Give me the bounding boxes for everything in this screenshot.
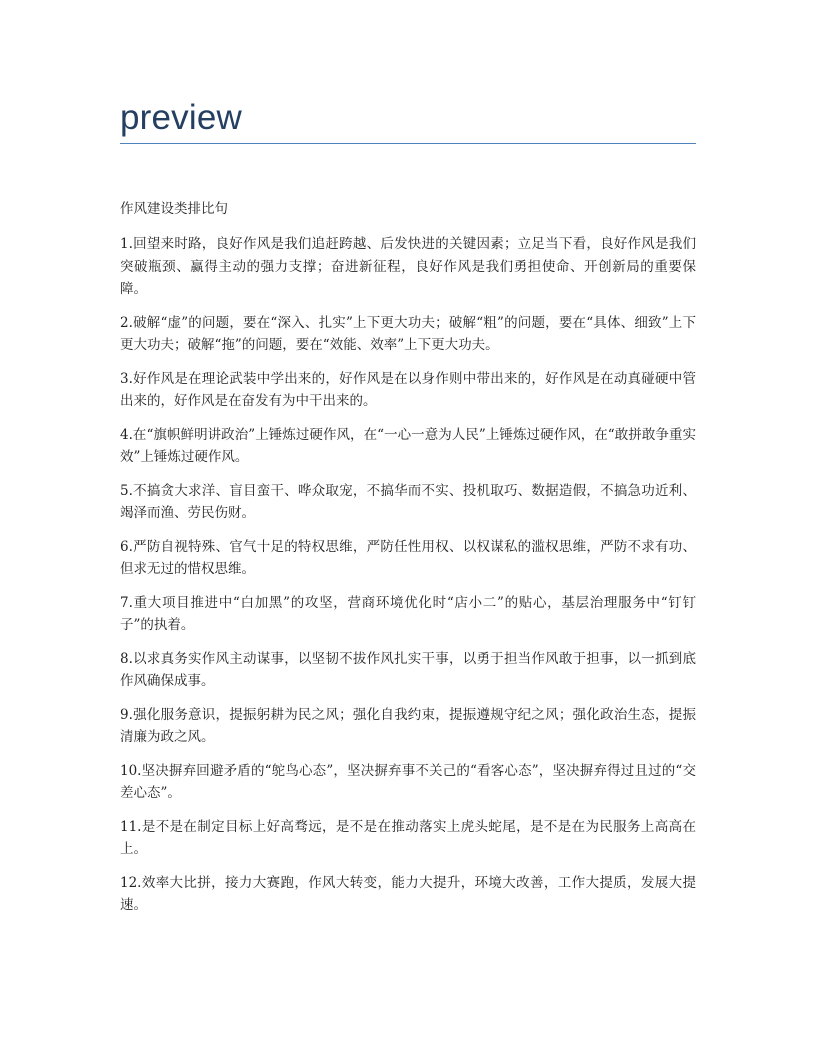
paragraph-8: 8.以求真务实作风主动谋事，以坚韧不拔作风扎实干事，以勇于担当作风敢于担事，以一抓到底作风确保成事。 bbox=[120, 650, 696, 689]
paragraph-5: 5.不搞贪大求洋、盲目蛮干、哗众取宠，不搞华而不实、投机取巧、数据造假，不搞急功近利、竭泽而渔、劳民伤财。 bbox=[120, 482, 696, 521]
paragraph-11: 11.是不是在制定目标上好高骛远，是不是在推动落实上虎头蛇尾，是不是在为民服务上高高在上。 bbox=[120, 818, 696, 857]
document-title: preview bbox=[120, 98, 243, 137]
paragraph-10: 10.坚决摒弃回避矛盾的“鸵鸟心态”，坚决摒弃事不关己的“看客心态”，坚决摒弃得过且过的“交差心态”。 bbox=[120, 762, 696, 801]
paragraph-1: 1.回望来时路，良好作风是我们追赶跨越、后发快进的关键因素；立足当下看，良好作风是我们突破瓶颈、赢得主动的强力支撑；奋进新征程，良好作风是我们勇担使命、开创新局的重要保障。 bbox=[120, 236, 696, 297]
document-body bbox=[120, 198, 696, 928]
paragraph-12: 12.效率大比拼，接力大赛跑，作风大转变，能力大提升，环境大改善，工作大提质，发展大提速。 bbox=[120, 874, 696, 913]
paragraph-7: 7.重大项目推进中“白加黑”的攻坚，营商环境优化时“店小二”的贴心，基层治理服务中“钉钉子”的执着。 bbox=[120, 594, 696, 633]
document-subtitle: 作风建设类排比句 bbox=[120, 201, 228, 217]
paragraph-2: 2.破解“虚”的问题，要在“深入、扎实”上下更大功夫；破解“粗”的问题，要在“具体、细致”上下更大功夫；破解“拖”的问题，要在“效能、效率”上下更大功夫。 bbox=[120, 314, 696, 353]
paragraph-4: 4.在“旗帜鲜明讲政治”上锤炼过硬作风，在“一心一意为人民”上锤炼过硬作风，在“敢拼敢争重实效”上锤炼过硬作风。 bbox=[120, 426, 696, 465]
paragraph-3: 3.好作风是在理论武装中学出来的，好作风是在以身作则中带出来的，好作风是在动真碰硬中管出来的，好作风是在奋发有为中干出来的。 bbox=[120, 370, 696, 409]
title-divider bbox=[120, 143, 696, 144]
paragraph-9: 9.强化服务意识，提振躬耕为民之风；强化自我约束，提振遵规守纪之风；强化政治生态，提振清廉为政之风。 bbox=[120, 706, 696, 745]
paragraph-6: 6.严防自视特殊、官气十足的特权思维，严防任性用权、以权谋私的滥权思维，严防不求有功、但求无过的惜权思维。 bbox=[120, 538, 696, 577]
